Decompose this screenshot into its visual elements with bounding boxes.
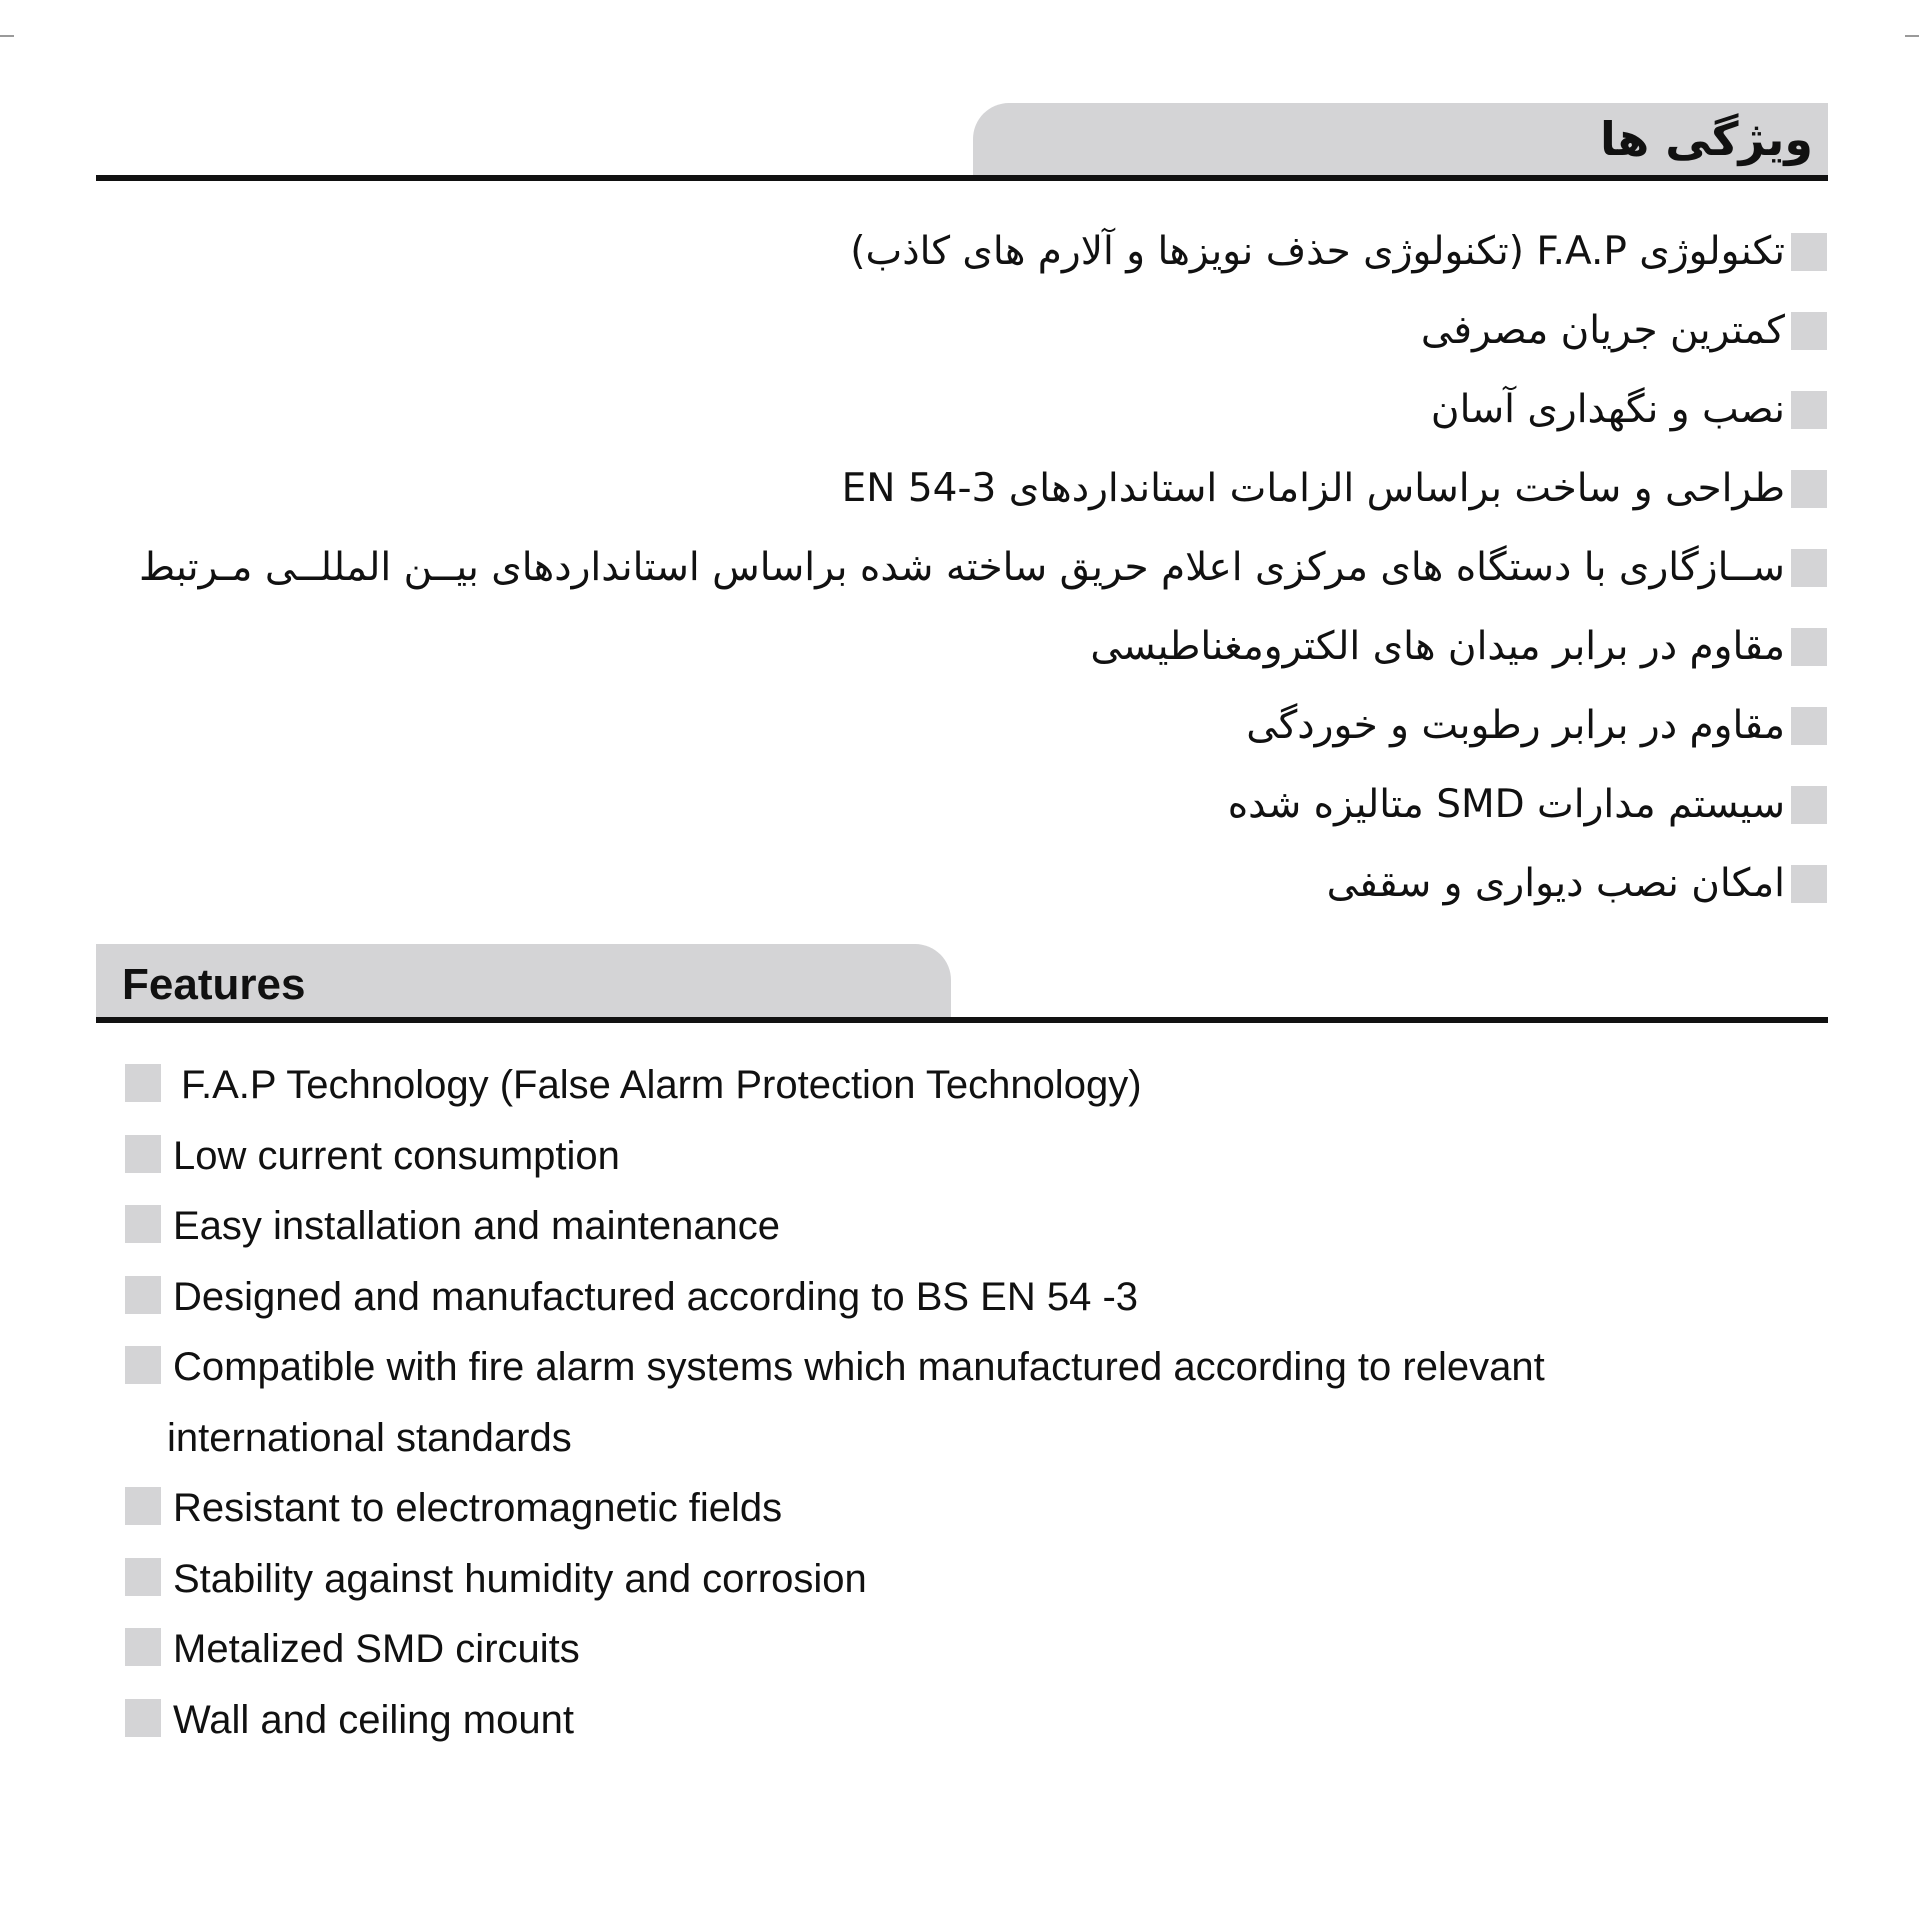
bullet-square-icon — [1791, 312, 1827, 350]
english-feature-item — [125, 1473, 1725, 1544]
persian-feature-text: تکنولوژی F.A.P (تکنولوژی حذف نویزها و آلارم های کاذب) — [850, 229, 1785, 274]
english-feature-item — [125, 1262, 1725, 1333]
persian-feature-item — [107, 212, 1827, 291]
bullet-square-icon — [1791, 549, 1827, 587]
persian-feature-item — [107, 607, 1827, 686]
bullet-square-icon — [1791, 865, 1827, 903]
english-feature-text: Stability against humidity and corrosion — [173, 1556, 867, 1601]
bullet-square-icon — [125, 1346, 161, 1384]
persian-feature-text: طراحی و ساخت براساس الزامات استانداردهای EN 54-3 — [841, 466, 1785, 511]
bullet-square-icon — [1791, 628, 1827, 666]
bullet-square-icon — [125, 1699, 161, 1737]
english-feature-text: Designed and manufactured according to BS EN 54 -3 — [173, 1274, 1139, 1319]
persian-feature-item — [107, 291, 1827, 370]
bullet-square-icon — [1791, 233, 1827, 271]
persian-feature-text: امکان نصب دیواری و سقفی — [1326, 861, 1785, 906]
bullet-square-icon — [125, 1628, 161, 1666]
bullet-square-icon — [1791, 391, 1827, 429]
english-feature-text: Metalized SMD circuits — [173, 1627, 580, 1671]
english-feature-item — [125, 1544, 1725, 1615]
bullet-square-icon — [125, 1487, 161, 1525]
bullet-square-icon — [125, 1276, 161, 1314]
english-feature-text: F.A.P Technology (False Alarm Protection Technology) — [181, 1063, 1142, 1107]
persian-feature-text: کمترین جریان مصرفی — [1420, 308, 1785, 353]
persian-feature-text: مقاوم در برابر رطوبت و خوردگی — [1246, 703, 1785, 748]
english-feature-text: Wall and ceiling mount — [173, 1697, 574, 1742]
english-feature-item — [125, 1050, 1725, 1121]
english-section-title: Features — [122, 960, 306, 1009]
english-feature-item — [125, 1332, 1725, 1473]
persian-feature-item — [107, 765, 1827, 844]
english-feature-text: Easy installation and maintenance — [173, 1204, 781, 1248]
crop-mark-left — [0, 35, 14, 37]
english-feature-item — [125, 1191, 1725, 1262]
bullet-square-icon — [1791, 707, 1827, 745]
persian-feature-item — [107, 449, 1827, 528]
bullet-square-icon — [125, 1135, 161, 1173]
bullet-square-icon — [125, 1205, 161, 1243]
english-feature-item — [125, 1121, 1725, 1192]
bullet-square-icon — [1791, 470, 1827, 508]
bullet-square-icon — [125, 1064, 161, 1102]
persian-section-title: ویژگی ها — [1600, 112, 1813, 166]
persian-features-list — [107, 212, 1827, 923]
persian-feature-text: ســازگاری با دستگاه های مرکزی اعلام حریق ساخته شده براساس استانداردهای بیــن المللــی مـرتبط — [138, 545, 1785, 590]
persian-feature-item — [107, 528, 1827, 607]
persian-feature-text: مقاوم در برابر میدان های الکترومغناطیسی — [1090, 624, 1785, 669]
english-feature-text: Compatible with fire alarm systems which manufactured according to relevant — [173, 1345, 1545, 1389]
english-feature-item — [125, 1685, 1725, 1756]
bullet-square-icon — [125, 1558, 161, 1596]
english-feature-text: Resistant to electromagnetic fields — [173, 1486, 783, 1530]
persian-feature-item — [107, 844, 1827, 923]
persian-feature-text: سیستم مدارات SMD متالیزه شده — [1227, 782, 1785, 827]
bullet-square-icon — [1791, 786, 1827, 824]
english-feature-text-wrapped — [167, 1332, 1545, 1473]
persian-feature-item — [107, 686, 1827, 765]
crop-mark-right — [1905, 35, 1919, 37]
persian-feature-item — [107, 370, 1827, 449]
english-feature-item — [125, 1614, 1725, 1685]
english-feature-text-continuation: international standards — [167, 1415, 572, 1460]
persian-feature-text: نصب و نگهداری آسان — [1430, 387, 1785, 432]
english-heading-rule — [96, 1017, 1828, 1023]
persian-heading-rule — [96, 175, 1828, 181]
english-feature-text: Low current consumption — [173, 1133, 620, 1178]
english-features-list — [125, 1050, 1725, 1755]
